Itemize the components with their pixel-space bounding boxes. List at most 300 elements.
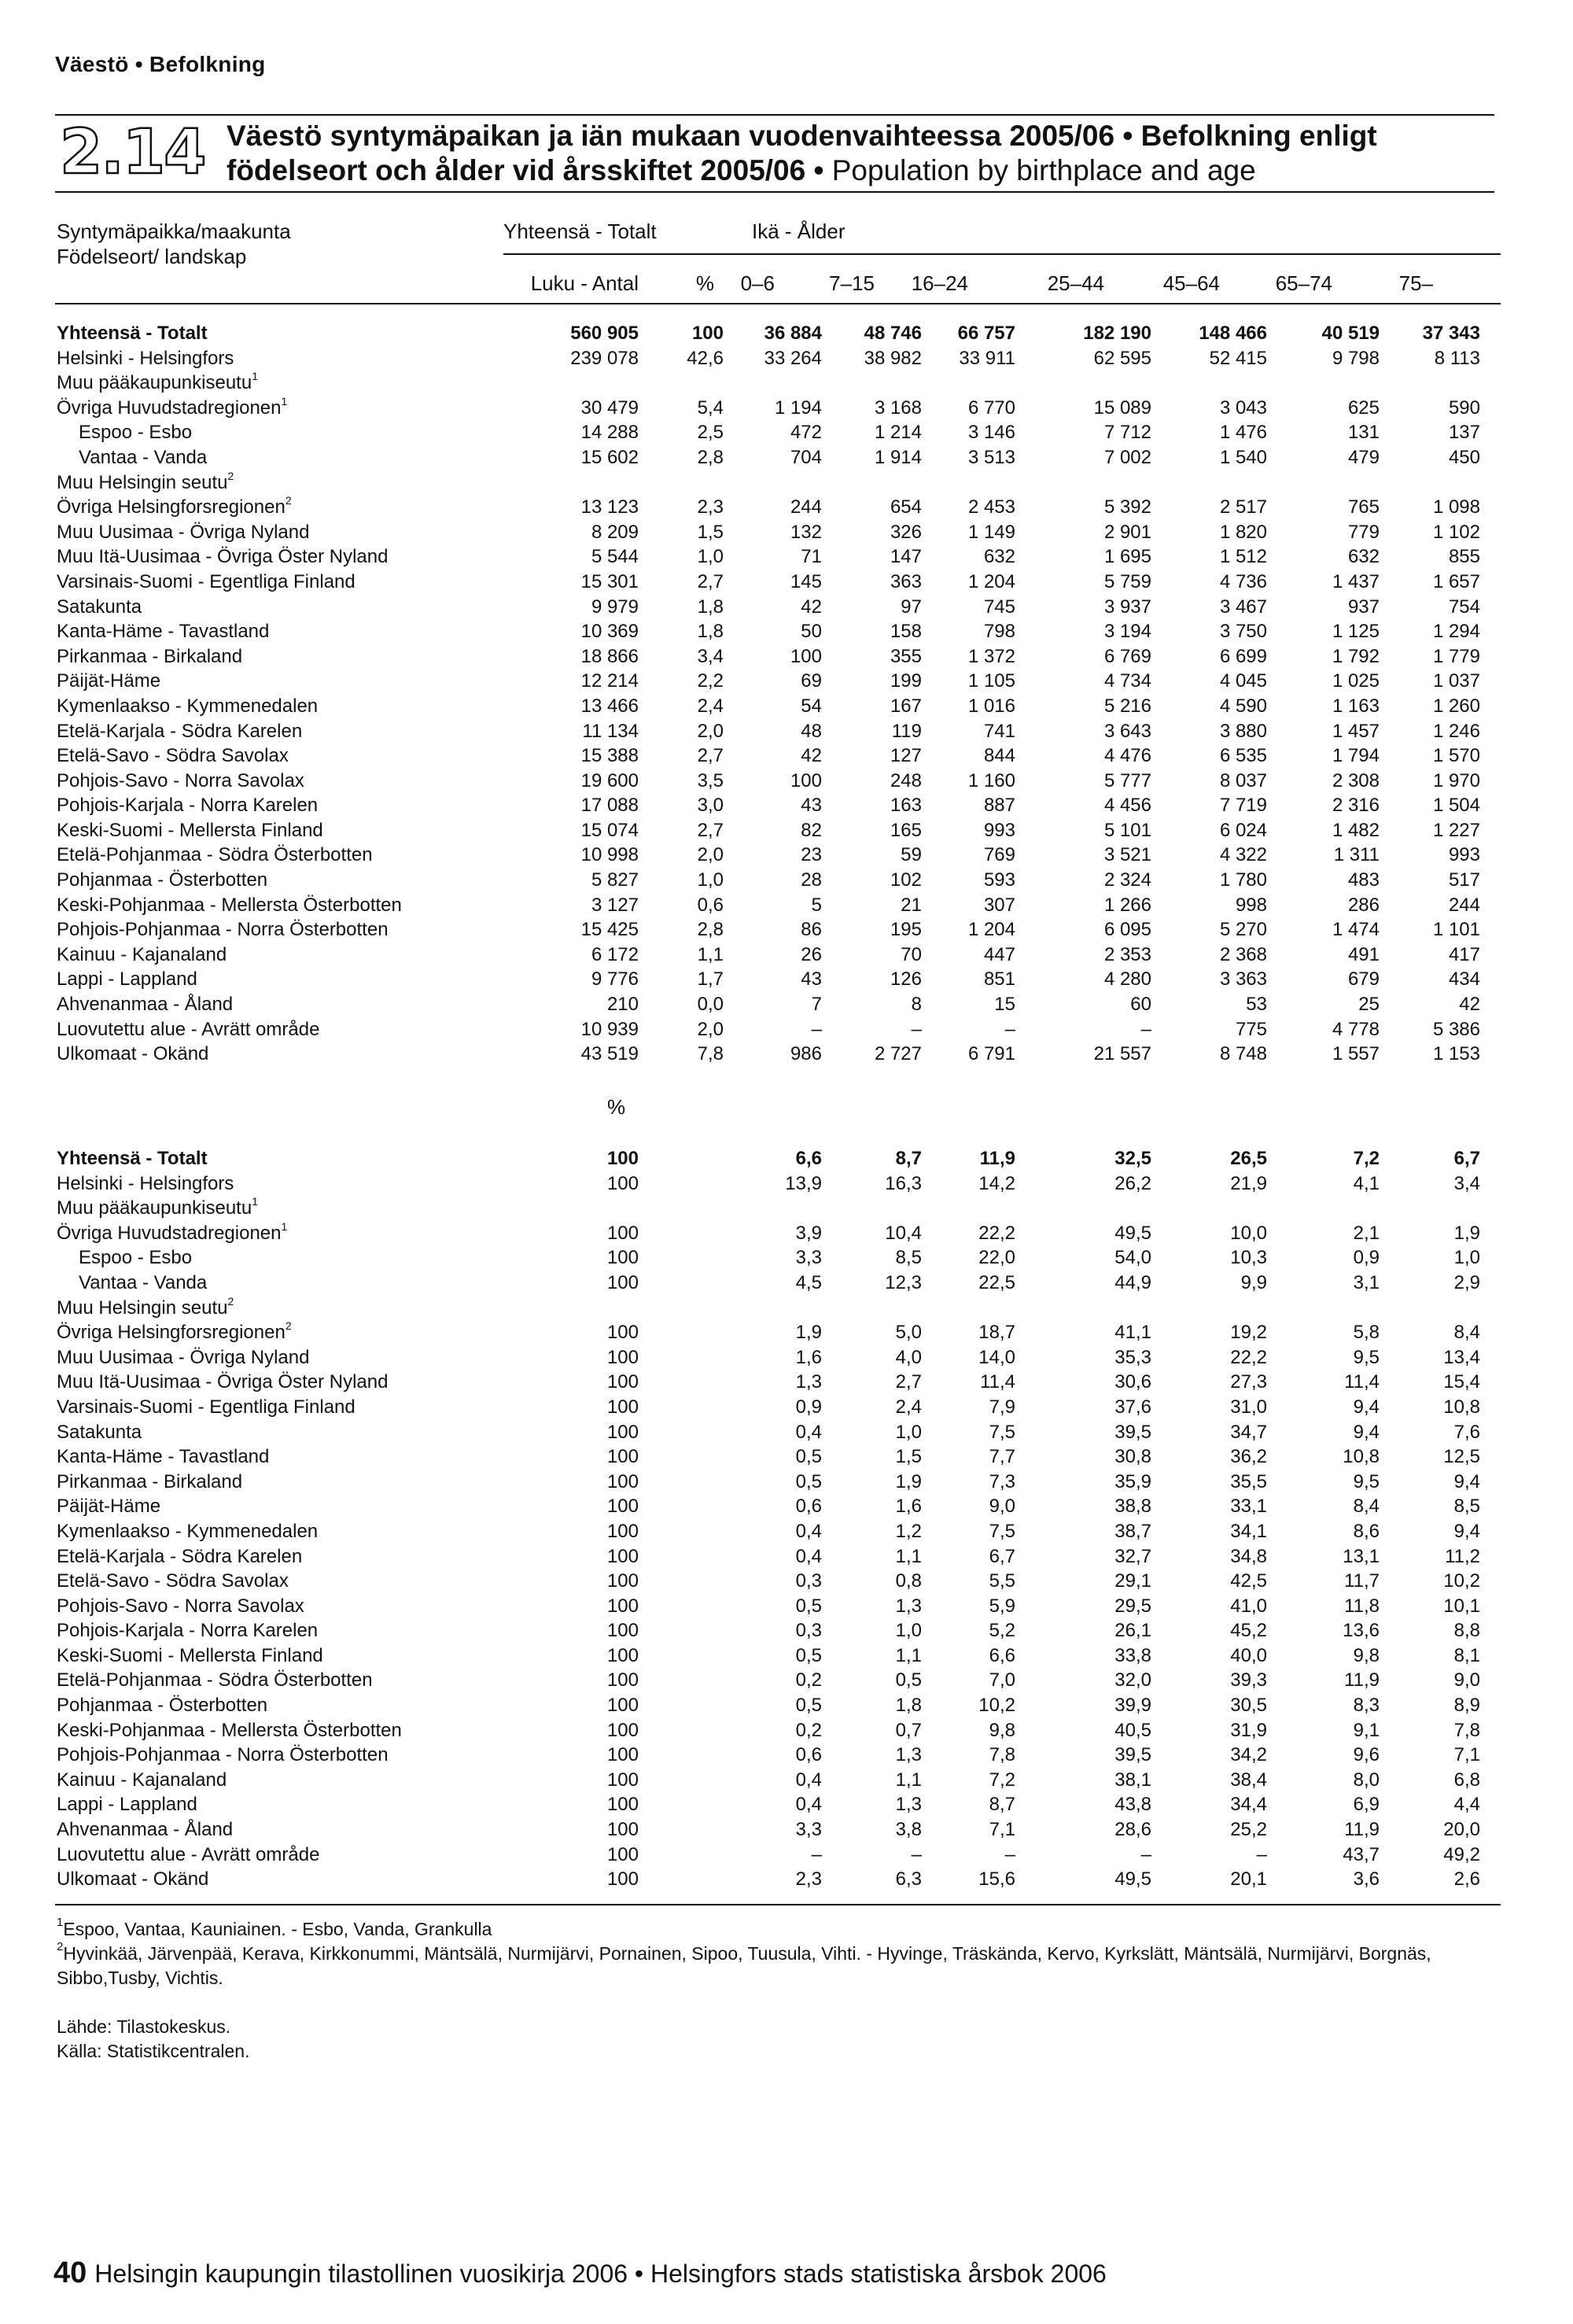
footnote-2-text: Hyvinkää, Järvenpää, Kerava, Kirkkonummi, Mäntsälä, Nurmijärvi, Pornainen, Sipoo, Tuusula, Vihti. - Hyvinge, Träskända, Kervo, Kyrkslätt, Mäntsälä, Nurmijärvi, Borgnäs, Sibbo,Tusby, Vichtis. bbox=[57, 1943, 1431, 1988]
row-label bbox=[57, 445, 497, 470]
table-cell: 126 bbox=[890, 968, 922, 990]
table-cell bbox=[497, 470, 639, 496]
row-label bbox=[57, 321, 497, 346]
table-cell: 4 280 bbox=[1103, 968, 1151, 990]
table-row bbox=[57, 893, 1480, 918]
table-cell: 100 bbox=[606, 1545, 639, 1567]
row-label bbox=[57, 1470, 497, 1495]
table-cell: 5 270 bbox=[1219, 919, 1267, 941]
table-cell bbox=[639, 1618, 724, 1643]
column-header-age: 75– bbox=[1398, 271, 1433, 295]
table-cell: 0,6 bbox=[697, 894, 724, 916]
table-cell: 15 388 bbox=[580, 745, 639, 767]
table-cell: 7 719 bbox=[1219, 795, 1267, 817]
table-row bbox=[57, 1668, 1480, 1693]
table-cell: 1 792 bbox=[1332, 645, 1380, 667]
table-cell: 27,3 bbox=[1230, 1371, 1267, 1393]
table-cell: 1 102 bbox=[1432, 521, 1480, 543]
table-cell: 35,5 bbox=[1230, 1470, 1267, 1492]
table-cell: 2,3 bbox=[795, 1868, 822, 1891]
row-label bbox=[57, 420, 497, 445]
table-cell: 36,2 bbox=[1230, 1446, 1267, 1468]
table-bottom-rule bbox=[55, 1904, 1501, 1905]
table-cell bbox=[639, 371, 724, 396]
table-cell: 1,9 bbox=[895, 1470, 922, 1492]
table-cell: 14,0 bbox=[978, 1346, 1015, 1368]
row-label bbox=[57, 743, 497, 769]
table-cell: 3,3 bbox=[795, 1247, 822, 1269]
table-cell: 1,0 bbox=[697, 546, 724, 568]
table-cell: 100 bbox=[606, 1719, 639, 1741]
table-cell: 97 bbox=[901, 596, 922, 618]
table-row bbox=[57, 470, 1480, 496]
column-header-age: 16–24 bbox=[911, 271, 968, 295]
table-row bbox=[57, 1544, 1480, 1570]
row-label-text: Etelä-Savo - Södra Savolax bbox=[57, 745, 289, 767]
table-cell: 6,6 bbox=[795, 1148, 822, 1169]
table-cell: 50 bbox=[801, 621, 822, 643]
table-cell: 1 260 bbox=[1432, 695, 1480, 717]
table-cell: 0,7 bbox=[895, 1719, 922, 1741]
table-cell: 41,0 bbox=[1230, 1595, 1267, 1617]
table-cell: 1,8 bbox=[895, 1695, 922, 1717]
table-cell: 8 037 bbox=[1219, 769, 1267, 791]
table-cell: 13 123 bbox=[580, 496, 639, 518]
table-cell: 754 bbox=[1448, 596, 1480, 618]
footnote-marker: 1 bbox=[281, 1219, 288, 1233]
table-cell bbox=[1015, 470, 1151, 496]
table-cell: 1 163 bbox=[1332, 695, 1380, 717]
table-cell: 363 bbox=[890, 570, 922, 592]
table-cell bbox=[639, 1867, 724, 1892]
table-cell: 4,5 bbox=[795, 1271, 822, 1293]
table-cell: 38,7 bbox=[1114, 1520, 1151, 1542]
row-label-text: Pohjois-Savo - Norra Savolax bbox=[57, 769, 304, 791]
column-header-age: 45–64 bbox=[1162, 271, 1220, 295]
table-cell: 23 bbox=[801, 844, 822, 866]
table-cell: 779 bbox=[1347, 521, 1380, 543]
row-label-text: Etelä-Savo - Södra Savolax bbox=[57, 1570, 289, 1592]
table-cell bbox=[822, 470, 922, 496]
row-label-text: Kanta-Häme - Tavastland bbox=[57, 1446, 270, 1468]
table-cell: 0,4 bbox=[795, 1545, 822, 1567]
table-cell: 1 457 bbox=[1332, 720, 1380, 742]
table-cell: 0,6 bbox=[795, 1744, 822, 1766]
table-cell: 1 504 bbox=[1432, 795, 1480, 817]
table-row bbox=[57, 1221, 1480, 1246]
row-label-text: Övriga Huvudstadregionen bbox=[57, 397, 282, 419]
table-cell: 993 bbox=[1448, 844, 1480, 866]
table-cell: 2,9 bbox=[1453, 1271, 1480, 1293]
table-cell: 6 095 bbox=[1103, 919, 1151, 941]
row-label-text: Ulkomaat - Okänd bbox=[57, 1043, 209, 1065]
table-cell: 3 750 bbox=[1219, 621, 1267, 643]
table-cell: 29,5 bbox=[1114, 1595, 1151, 1617]
table-cell: 33,1 bbox=[1230, 1496, 1267, 1518]
row-label bbox=[57, 544, 497, 570]
table-cell: 100 bbox=[606, 1695, 639, 1717]
table-cell: 21,9 bbox=[1230, 1172, 1267, 1194]
table-cell: 450 bbox=[1448, 446, 1480, 468]
table-cell: 8 bbox=[911, 994, 922, 1016]
table-cell: 42,5 bbox=[1230, 1570, 1267, 1592]
table-cell bbox=[639, 1146, 724, 1171]
table-cell: 7,0 bbox=[989, 1669, 1015, 1691]
table-cell: 0,3 bbox=[795, 1570, 822, 1592]
table-cell: 434 bbox=[1448, 968, 1480, 990]
table-cell: 45,2 bbox=[1230, 1620, 1267, 1642]
table-cell: 3 937 bbox=[1103, 596, 1151, 618]
footnote-marker: 1 bbox=[281, 394, 288, 408]
table-cell: 18 866 bbox=[580, 645, 639, 667]
table-cell: 35,3 bbox=[1114, 1346, 1151, 1368]
table-cell: 10,0 bbox=[1230, 1222, 1267, 1244]
table-cell: 18,7 bbox=[978, 1322, 1015, 1344]
table-cell: 844 bbox=[983, 745, 1015, 767]
table-cell: 11,7 bbox=[1344, 1570, 1380, 1592]
table-cell: 15 bbox=[994, 994, 1015, 1016]
row-label bbox=[57, 1444, 497, 1470]
table-cell: 4 736 bbox=[1219, 570, 1267, 592]
table-row bbox=[57, 595, 1480, 620]
table-cell: 8,0 bbox=[1353, 1769, 1380, 1791]
table-cell bbox=[497, 1196, 639, 1221]
table-cell: 100 bbox=[606, 1271, 639, 1293]
row-label bbox=[57, 1296, 497, 1321]
table-cell: 7 712 bbox=[1103, 422, 1151, 444]
table-cell: 1,8 bbox=[697, 621, 724, 643]
table-cell: 38 982 bbox=[864, 347, 922, 369]
table-cell: 2,3 bbox=[697, 496, 724, 518]
table-cell: 8 113 bbox=[1434, 347, 1480, 369]
table-cell: 1 657 bbox=[1432, 570, 1480, 592]
table-cell: 39,5 bbox=[1114, 1744, 1151, 1766]
table-cell bbox=[1380, 470, 1480, 496]
row-label bbox=[57, 595, 497, 620]
table-cell: 8,7 bbox=[895, 1148, 922, 1169]
table-cell: 14,2 bbox=[978, 1172, 1015, 1194]
table-cell: 5 392 bbox=[1103, 496, 1151, 518]
table-cell: 100 bbox=[606, 1868, 639, 1891]
table-cell: 1,1 bbox=[895, 1769, 922, 1791]
table-cell: 100 bbox=[606, 1769, 639, 1791]
row-label-text: Pohjois-Pohjanmaa - Norra Österbotten bbox=[57, 1744, 389, 1766]
table-cell: 8,4 bbox=[1453, 1322, 1480, 1344]
table-cell: 5 386 bbox=[1432, 1018, 1480, 1040]
row-label-text: Muu Uusimaa - Övriga Nyland bbox=[57, 1346, 310, 1368]
row-label-text: Espoo - Esbo bbox=[79, 1247, 193, 1269]
table-cell: 1 037 bbox=[1432, 670, 1480, 692]
table-cell bbox=[639, 1718, 724, 1743]
table-cell: 4,0 bbox=[895, 1346, 922, 1368]
table-cell bbox=[639, 1743, 724, 1768]
table-cell: 100 bbox=[606, 1570, 639, 1592]
table-cell: 998 bbox=[1235, 894, 1267, 916]
footnote-2-marker: 2 bbox=[57, 1940, 64, 1953]
table-cell: 26,1 bbox=[1114, 1620, 1151, 1642]
table-row bbox=[57, 1470, 1480, 1495]
table-row bbox=[57, 1693, 1480, 1718]
table-cell: 8,5 bbox=[895, 1247, 922, 1269]
table-cell: 10,3 bbox=[1230, 1247, 1267, 1269]
table-cell: 1 105 bbox=[967, 670, 1015, 692]
table-cell: 100 bbox=[606, 1794, 639, 1816]
row-label bbox=[57, 1370, 497, 1395]
table-cell: 1 570 bbox=[1432, 745, 1480, 767]
table-cell: 86 bbox=[801, 919, 822, 941]
table-cell: 15 301 bbox=[580, 570, 639, 592]
table-cell: 1 794 bbox=[1332, 745, 1380, 767]
table-cell: 60 bbox=[1130, 994, 1151, 1016]
table-cell: 15 602 bbox=[580, 446, 639, 468]
footnote-marker: 2 bbox=[227, 1294, 234, 1308]
table-cell: 0,5 bbox=[795, 1695, 822, 1717]
table-cell: 1 016 bbox=[967, 695, 1015, 717]
row-label bbox=[57, 1569, 497, 1594]
table-cell bbox=[822, 371, 922, 396]
row-label bbox=[57, 1245, 497, 1271]
row-label bbox=[57, 1618, 497, 1643]
table-cell bbox=[639, 1245, 724, 1271]
table-cell: 11,4 bbox=[980, 1371, 1015, 1393]
table-cell: 4 734 bbox=[1103, 670, 1151, 692]
table-cell: 31,9 bbox=[1230, 1719, 1267, 1741]
table-cell: 517 bbox=[1448, 869, 1480, 891]
table-cell: 3,6 bbox=[1353, 1868, 1380, 1891]
table-cell: 5,5 bbox=[989, 1570, 1015, 1592]
row-label-text: Kymenlaakso - Kymmenedalen bbox=[57, 1520, 319, 1542]
row-label bbox=[57, 1643, 497, 1669]
table-cell: 40 519 bbox=[1321, 323, 1380, 344]
row-label bbox=[57, 1420, 497, 1445]
percent-table bbox=[57, 1146, 1480, 1892]
table-cell: 6,7 bbox=[989, 1545, 1015, 1567]
table-cell: 82 bbox=[801, 819, 822, 841]
row-label bbox=[57, 1017, 497, 1042]
table-cell: 1 476 bbox=[1219, 422, 1267, 444]
table-cell bbox=[497, 371, 639, 396]
table-cell: 71 bbox=[801, 546, 822, 568]
footnote-marker: 1 bbox=[252, 1195, 258, 1208]
row-label-text: Vantaa - Vanda bbox=[79, 1271, 208, 1293]
table-cell: 3,3 bbox=[795, 1819, 822, 1841]
table-cell: 2,7 bbox=[895, 1371, 922, 1393]
table-cell: 741 bbox=[983, 720, 1015, 742]
table-cell: 4,1 bbox=[1353, 1172, 1380, 1194]
table-cell: 11,2 bbox=[1445, 1545, 1480, 1567]
table-cell: 210 bbox=[606, 994, 639, 1016]
footnote-marker: 2 bbox=[285, 494, 292, 507]
table-cell: 1 204 bbox=[967, 570, 1015, 592]
table-row bbox=[57, 1643, 1480, 1669]
row-label-text: Päijät-Häme bbox=[57, 670, 161, 692]
table-row bbox=[57, 1296, 1480, 1321]
table-cell: 100 bbox=[606, 1496, 639, 1518]
row-label bbox=[57, 346, 497, 371]
row-label-text: Pirkanmaa - Birkaland bbox=[57, 1470, 243, 1492]
table-cell: – bbox=[811, 1843, 822, 1865]
table-cell: 0,4 bbox=[795, 1794, 822, 1816]
table-cell: 2 324 bbox=[1103, 869, 1151, 891]
table-cell: 6 172 bbox=[591, 943, 639, 965]
table-cell bbox=[639, 1843, 724, 1868]
table-cell bbox=[1015, 1296, 1151, 1321]
table-cell: 10 369 bbox=[580, 621, 639, 643]
table-cell bbox=[1151, 371, 1267, 396]
table-cell: 9,0 bbox=[989, 1496, 1015, 1518]
table-cell: – bbox=[911, 1843, 922, 1865]
table-cell: 5 759 bbox=[1103, 570, 1151, 592]
table-cell: 8,4 bbox=[1353, 1496, 1380, 1518]
table-cell: 1,1 bbox=[895, 1545, 922, 1567]
table-cell: 0,5 bbox=[795, 1644, 822, 1666]
row-label bbox=[57, 694, 497, 719]
table-cell: 7,5 bbox=[989, 1421, 1015, 1443]
table-cell: 34,7 bbox=[1230, 1421, 1267, 1443]
table-row bbox=[57, 843, 1480, 868]
header-rule-lower bbox=[55, 303, 1501, 304]
table-cell: 16,3 bbox=[885, 1172, 922, 1194]
table-cell bbox=[639, 1320, 724, 1345]
table-cell: 307 bbox=[983, 894, 1015, 916]
column-header-total-group: Yhteensä - Totalt bbox=[503, 219, 657, 243]
row-label bbox=[57, 893, 497, 918]
table-cell: 17 088 bbox=[580, 795, 639, 817]
table-row bbox=[57, 769, 1480, 794]
table-cell: 5 216 bbox=[1103, 695, 1151, 717]
table-cell: 100 bbox=[790, 769, 822, 791]
table-cell bbox=[1380, 1296, 1480, 1321]
table-cell: 13 466 bbox=[580, 695, 639, 717]
table-cell: 6,7 bbox=[1453, 1148, 1480, 1169]
table-cell: 10,2 bbox=[1443, 1570, 1480, 1592]
table-cell bbox=[639, 1271, 724, 1296]
row-label bbox=[57, 917, 497, 943]
table-cell: 42 bbox=[1459, 994, 1480, 1016]
table-cell bbox=[922, 470, 1015, 496]
table-cell: 100 bbox=[606, 1744, 639, 1766]
table-row bbox=[57, 1370, 1480, 1395]
table-cell: 7,5 bbox=[989, 1520, 1015, 1542]
row-label-text: Lappi - Lappland bbox=[57, 968, 197, 990]
table-cell: 48 746 bbox=[864, 323, 922, 344]
header-rule-upper bbox=[503, 253, 1501, 255]
row-label bbox=[57, 619, 497, 644]
table-cell: 163 bbox=[890, 795, 922, 817]
table-cell: 54 bbox=[801, 695, 822, 717]
table-cell: 100 bbox=[606, 1148, 639, 1169]
row-label bbox=[57, 1494, 497, 1519]
table-cell: 158 bbox=[890, 621, 922, 643]
table-cell: 9,9 bbox=[1240, 1271, 1267, 1293]
table-cell: 11 134 bbox=[582, 720, 639, 742]
table-cell: 1 482 bbox=[1332, 819, 1380, 841]
table-cell bbox=[922, 1196, 1015, 1221]
table-cell: 765 bbox=[1347, 496, 1380, 518]
table-cell bbox=[639, 1420, 724, 1445]
row-label-text: Keski-Suomi - Mellersta Finland bbox=[57, 819, 323, 841]
table-cell: 34,1 bbox=[1230, 1520, 1267, 1542]
row-label bbox=[57, 1792, 497, 1817]
table-cell: 9 776 bbox=[591, 968, 639, 990]
table-cell: 8,8 bbox=[1453, 1620, 1480, 1642]
table-cell: 1,3 bbox=[895, 1794, 922, 1816]
table-cell: 22,2 bbox=[978, 1222, 1015, 1244]
table-cell: 8,5 bbox=[1453, 1496, 1480, 1518]
table-title bbox=[227, 119, 1485, 188]
table-cell: 1 540 bbox=[1219, 446, 1267, 468]
table-cell: 993 bbox=[983, 819, 1015, 841]
table-cell: 1 160 bbox=[967, 769, 1015, 791]
table-cell: 49,5 bbox=[1114, 1222, 1151, 1244]
table-cell: 417 bbox=[1448, 943, 1480, 965]
column-header-age: 25–44 bbox=[1047, 271, 1104, 295]
table-cell: 15,4 bbox=[1443, 1371, 1480, 1393]
footnotes bbox=[57, 1917, 1512, 1990]
row-label-text: Kainuu - Kajanaland bbox=[57, 943, 227, 965]
table-cell: – bbox=[1256, 1843, 1267, 1865]
table-cell: 48 bbox=[801, 720, 822, 742]
table-row bbox=[57, 1245, 1480, 1271]
table-cell: 100 bbox=[606, 1446, 639, 1468]
table-cell: 137 bbox=[1448, 422, 1480, 444]
table-cell: 3 467 bbox=[1219, 596, 1267, 618]
table-cell: 2 727 bbox=[874, 1043, 922, 1065]
row-label bbox=[57, 793, 497, 818]
table-cell: 4 476 bbox=[1103, 745, 1151, 767]
table-cell: 1 780 bbox=[1219, 869, 1267, 891]
footnote-1-marker: 1 bbox=[57, 1916, 64, 1929]
row-label bbox=[57, 818, 497, 843]
table-cell: 39,9 bbox=[1114, 1695, 1151, 1717]
table-row bbox=[57, 445, 1480, 470]
table-cell: 0,9 bbox=[1353, 1247, 1380, 1269]
table-cell bbox=[1380, 371, 1480, 396]
table-cell: 25 bbox=[1358, 994, 1380, 1016]
counts-table-body bbox=[57, 321, 1480, 1067]
column-header-birthplace-sv: Födelseort/ landskap bbox=[57, 245, 247, 268]
table-cell: 1 125 bbox=[1332, 621, 1380, 643]
table-cell: 52 415 bbox=[1209, 347, 1267, 369]
table-row bbox=[57, 1017, 1480, 1042]
table-cell: 590 bbox=[1448, 397, 1480, 419]
row-label-text: Pohjois-Pohjanmaa - Norra Österbotten bbox=[57, 919, 389, 941]
table-row bbox=[57, 1768, 1480, 1793]
row-label-text: Pohjois-Karjala - Norra Karelen bbox=[57, 1620, 319, 1642]
footnote-marker: 2 bbox=[227, 469, 234, 482]
row-label-text: Luovutettu alue - Avrätt område bbox=[57, 1843, 320, 1865]
table-cell: 62 595 bbox=[1093, 347, 1151, 369]
running-header-right: Befolkning bbox=[149, 52, 266, 76]
row-label bbox=[57, 1271, 497, 1296]
table-cell: 6 791 bbox=[967, 1043, 1015, 1065]
table-cell: 145 bbox=[790, 570, 822, 592]
table-cell: 0,0 bbox=[697, 994, 724, 1016]
table-cell: 29,1 bbox=[1114, 1570, 1151, 1592]
row-label-text: Övriga Huvudstadregionen bbox=[57, 1222, 282, 1244]
table-cell bbox=[639, 1494, 724, 1519]
table-cell bbox=[639, 1345, 724, 1370]
table-row bbox=[57, 1196, 1480, 1221]
table-cell: 21 bbox=[901, 894, 922, 916]
table-cell: 7 002 bbox=[1103, 446, 1151, 468]
table-row bbox=[57, 1345, 1480, 1370]
table-cell: 4 045 bbox=[1219, 670, 1267, 692]
table-cell: 41,1 bbox=[1114, 1322, 1151, 1344]
table-title-english: Population by birthplace and age bbox=[823, 154, 1256, 186]
table-cell bbox=[822, 1196, 922, 1221]
table-cell: 7,9 bbox=[989, 1396, 1015, 1418]
